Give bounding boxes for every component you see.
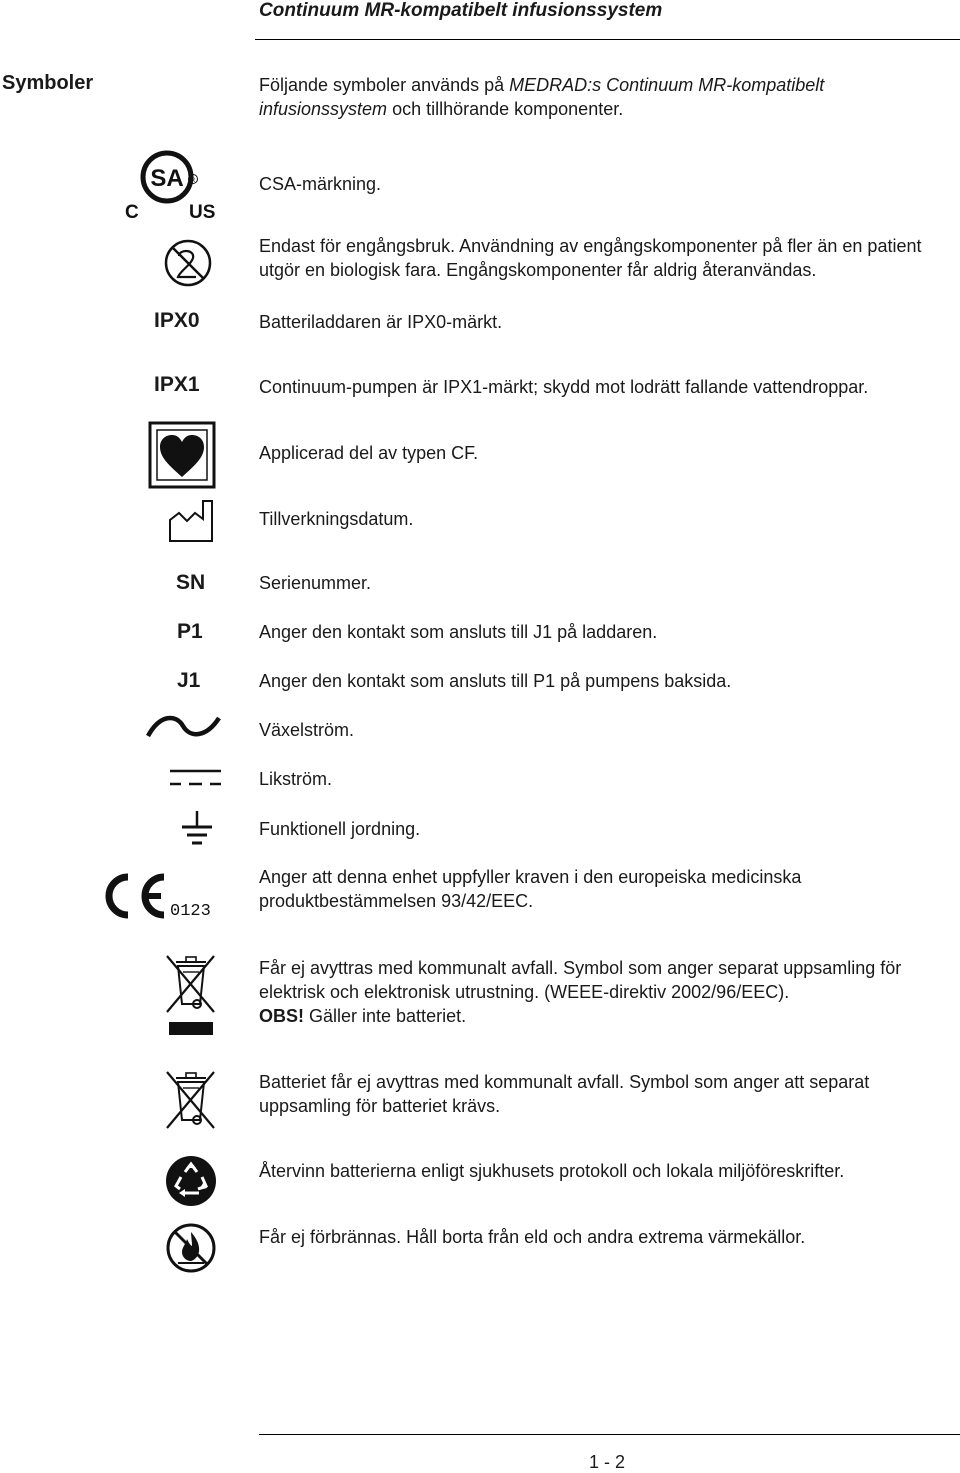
j1-description: Anger den kontakt som ansluts till P1 på pumpens baksida. <box>259 671 732 691</box>
weee-crossed-bin-icon <box>163 954 218 1040</box>
csa-mark-icon <box>123 148 218 223</box>
csa-label-c: C <box>125 202 139 223</box>
ac-description: Växelström. <box>259 720 355 740</box>
cf-heart-icon <box>148 421 216 489</box>
alternating-current-icon <box>146 712 221 742</box>
svg-text:R: R <box>190 178 196 184</box>
weee-description <box>259 956 957 1028</box>
sn-label: SN <box>176 571 206 594</box>
csa-description: CSA-märkning. <box>259 174 382 194</box>
section-intro <box>259 73 949 121</box>
single-use-icon <box>163 238 213 288</box>
ipx0-description: Batteriladdaren är IPX0-märkt. <box>259 312 503 332</box>
no-incineration-icon <box>165 1222 217 1274</box>
single-use-description: Endast för engångsbruk. Användning av engångskomponenter på fler än en patient utgör en biologisk fara. Engångskomponenter får aldrig återanvändas. <box>259 236 922 280</box>
manufacture-description: Tillverkningsdatum. <box>259 509 414 529</box>
svg-text:SA: SA <box>150 165 184 192</box>
manufacture-date-icon <box>167 497 215 545</box>
dc-description: Likström. <box>259 769 333 789</box>
page-header-title: Continuum MR-kompatibelt infusionssystem <box>259 0 663 21</box>
header-divider <box>255 39 960 40</box>
ipx0-label: IPX0 <box>154 309 200 332</box>
p1-description: Anger den kontakt som ansluts till J1 på laddaren. <box>259 622 658 642</box>
direct-current-icon <box>168 767 223 789</box>
battery-bin-description: Batteriet får ej avyttras med kommunalt avfall. Symbol som anger att separat uppsamling för batteriet krävs. <box>259 1072 870 1116</box>
ce-notified-body-number: 0123 <box>170 902 211 921</box>
weee-description-text: Får ej avyttras med kommunalt avfall. Symbol som anger separat uppsamling för elektrisk och elektronisk utrustning. (WEEE-direktiv 2002/96/EEC). <box>259 958 902 1002</box>
cf-description: Applicerad del av typen CF. <box>259 443 479 463</box>
battery-crossed-bin-icon <box>163 1070 218 1132</box>
csa-label-us: US <box>189 202 216 223</box>
intro-text-start: Följande symboler används på <box>259 75 510 95</box>
intro-text-italic: MEDRAD:s Continuum MR-kompatibelt infusionssystem <box>259 75 825 119</box>
ground-icon <box>180 810 214 848</box>
recycle-description: Återvinn batterierna enligt sjukhusets protokoll och lokala miljöföreskrifter. <box>259 1161 845 1181</box>
ce-mark-icon <box>104 873 229 923</box>
ipx1-label: IPX1 <box>154 373 200 396</box>
j1-label: J1 <box>177 669 201 692</box>
section-title: Symboler <box>2 72 94 94</box>
sn-description: Serienummer. <box>259 573 372 593</box>
weee-note-label: OBS! <box>259 1006 304 1026</box>
recycle-icon <box>165 1155 217 1207</box>
page-number: 1 - 2 <box>589 1452 626 1472</box>
weee-note-text: Gäller inte batteriet. <box>304 1006 467 1026</box>
ipx1-description: Continuum-pumpen är IPX1-märkt; skydd mot lodrätt fallande vattendroppar. <box>259 377 869 397</box>
intro-text-end: och tillhörande komponenter. <box>387 99 624 119</box>
p1-label: P1 <box>177 620 203 643</box>
ground-description: Funktionell jordning. <box>259 819 421 839</box>
no-burn-description: Får ej förbrännas. Håll borta från eld och andra extrema värmekällor. <box>259 1227 806 1247</box>
footer-divider <box>259 1434 960 1435</box>
ce-description: Anger att denna enhet uppfyller kraven i den europeiska medicinska produktbestämmelsen 93/42/EEC. <box>259 867 802 911</box>
